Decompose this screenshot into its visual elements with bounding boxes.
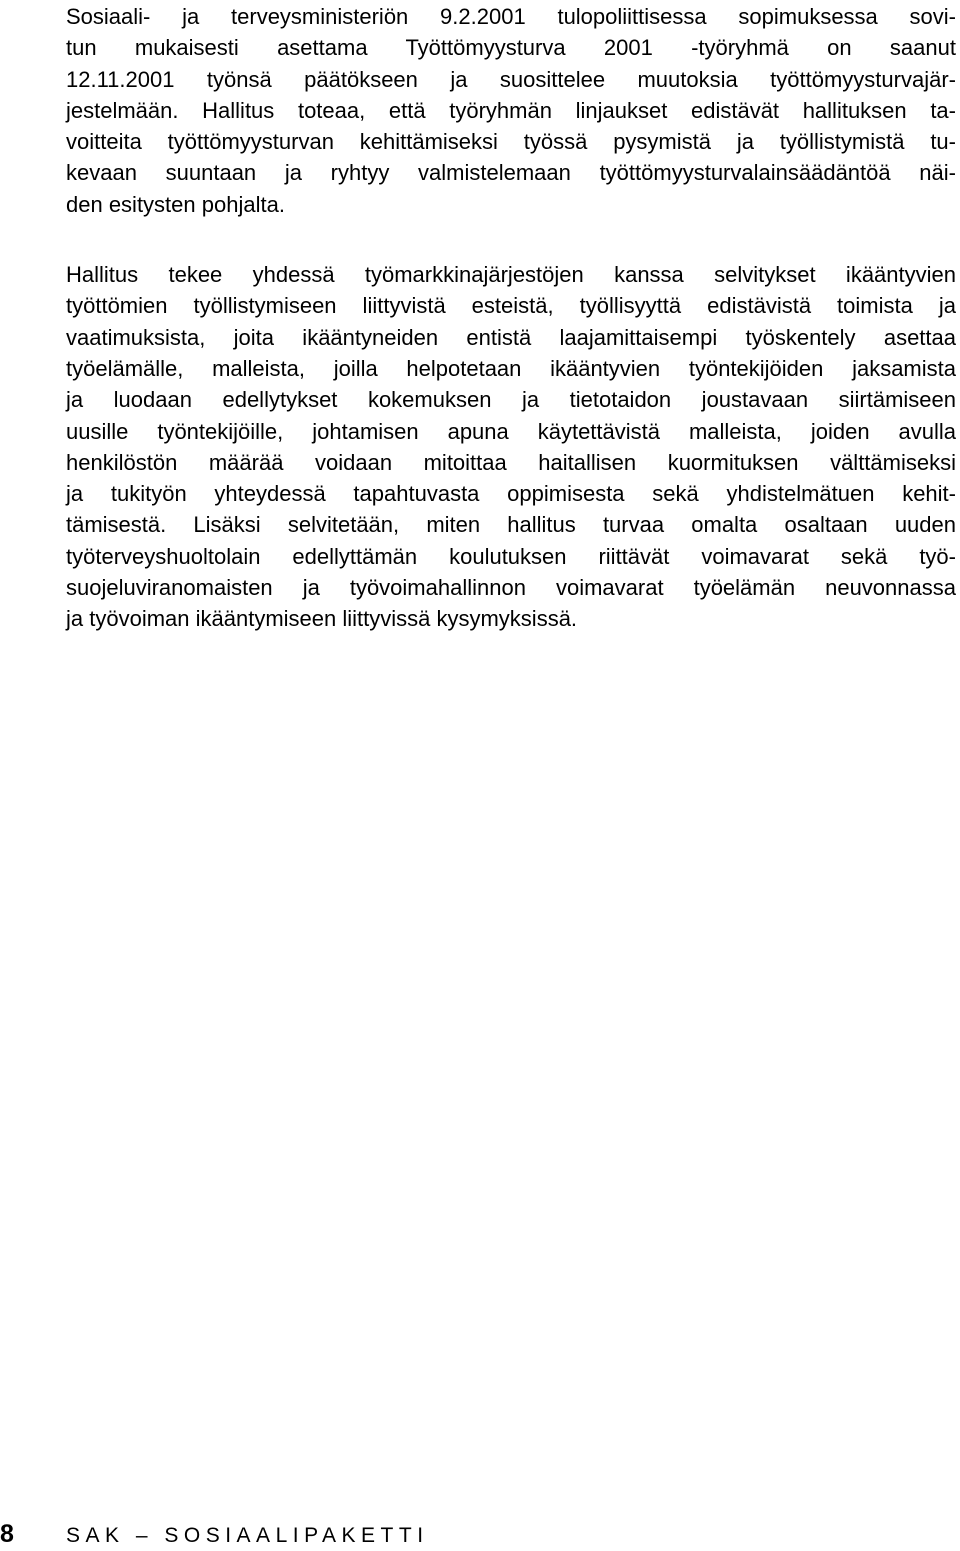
paragraph-line: henkilöstön määrää voidaan mitoittaa haitallisen kuormituksen välttämiseksi (66, 449, 956, 475)
paragraph-line: ja luodaan edellytykset kokemuksen ja tietotaidon joustavaan siirtämiseen (66, 387, 956, 413)
running-title: SAK – SOSIAALIPAKETTI (66, 1524, 429, 1547)
paragraph-line: työterveyshuoltolain edellyttämän koulutuksen riittävät voimavarat sekä työ- (66, 543, 956, 569)
paragraph-line: tun mukaisesti asettama Työttömyysturva 2001 -työryhmä on saanut (66, 35, 956, 61)
paragraph-line: työelämälle, malleista, joilla helpotetaan ikääntyvien työntekijöiden jaksamista (66, 355, 956, 381)
paragraph-line: suojeluviranomaisten ja työvoimahallinnon voimavarat työelämän neuvonnassa (66, 575, 956, 601)
paragraph-line: 12.11.2001 työnsä päätökseen ja suosittelee muutoksia työttömyysturvajär- (66, 66, 956, 92)
paragraph-line: ja työvoiman ikääntymiseen liittyvissä kysymyksissä. (66, 606, 578, 632)
document-body (66, 0, 956, 635)
paragraph-line: tämisestä. Lisäksi selvitetään, miten hallitus turvaa omalta osaltaan uuden (66, 512, 956, 538)
paragraph-2 (66, 259, 956, 635)
paragraph-line: den esitysten pohjalta. (66, 191, 285, 217)
paragraph-line: Hallitus tekee yhdessä työmarkkinajärjestöjen kanssa selvitykset ikääntyvien (66, 262, 956, 288)
paragraph-line: uusille työntekijöille, johtamisen apuna käytettävistä malleista, joiden avulla (66, 418, 956, 444)
paragraph-line: jestelmään. Hallitus toteaa, että työryhmän linjaukset edistävät hallituksen ta- (66, 97, 956, 123)
paragraph-line: Sosiaali- ja terveysministeriön 9.2.2001 tulopoliittisessa sopimuksessa sovi- (66, 4, 956, 29)
paragraph-line: voitteita työttömyysturvan kehittämiseksi työssä pysymistä ja työllistymistä tu- (66, 129, 956, 155)
paragraph-line: kevaan suuntaan ja ryhtyy valmistelemaan työttömyysturvalainsäädäntöä näi- (66, 160, 956, 186)
page-number: 8 (0, 1520, 14, 1548)
page-footer (0, 1519, 960, 1549)
paragraph-1 (66, 1, 956, 220)
paragraph-line: työttömien työllistymiseen liittyvistä esteistä, työllisyyttä edistävistä toimista ja (66, 293, 956, 319)
paragraph-line: ja tukityön yhteydessä tapahtuvasta oppimisesta sekä yhdistelmätuen kehit- (66, 481, 956, 507)
paragraph-line: vaatimuksista, joita ikääntyneiden entistä laajamittaisempi työskentely asettaa (66, 324, 956, 350)
